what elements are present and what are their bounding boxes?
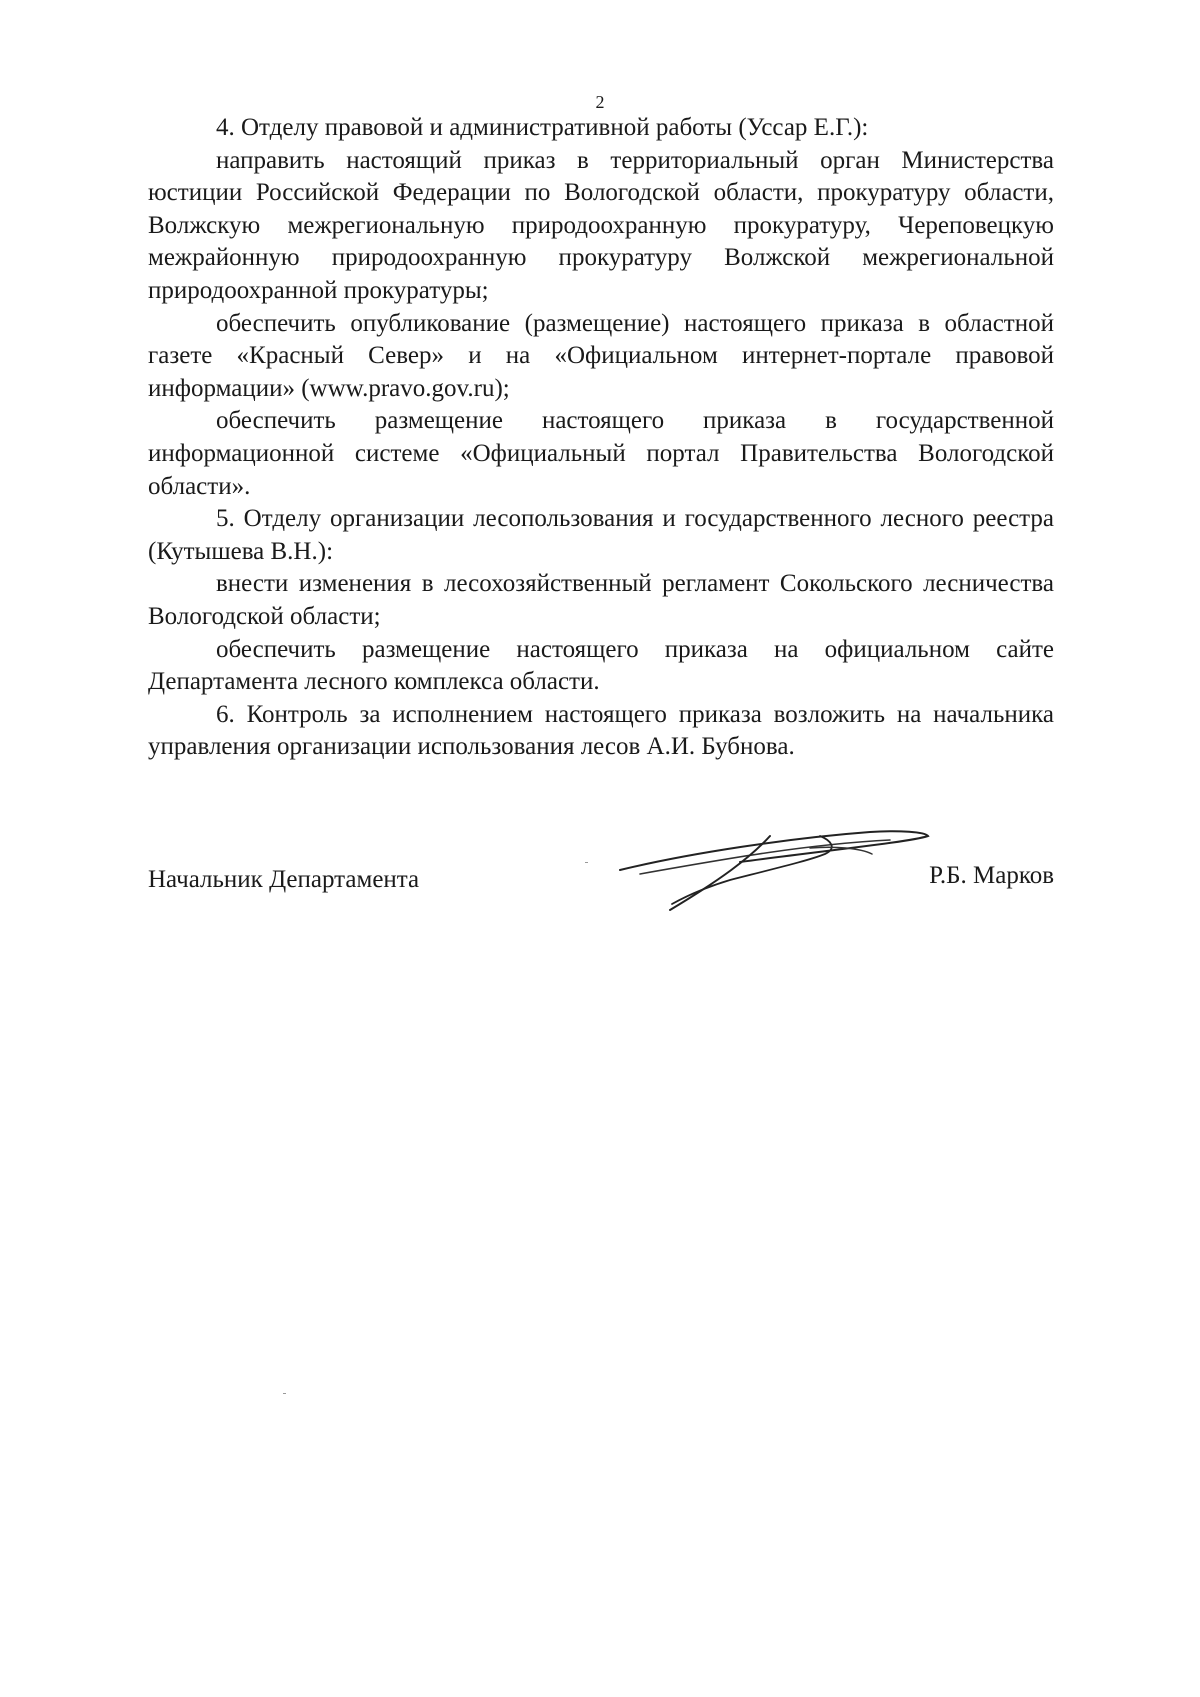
paragraph-item-5: 5. Отделу организации лесопользования и государственного лесного реестра (Кутышева В.Н.): [148,505,1054,565]
paragraph-item-4: 4. Отделу правовой и административной работы (Уссар Е.Г.): [216,114,869,141]
paragraph-publish-order: обеспечить опубликование (размещение) настоящего приказа в областной газете «Красный Север» и на «Официальном интернет-портале правовой информации» (www.pravo.gov.ru); [148,309,1054,402]
paragraph-portal-order: обеспечить размещение настоящего приказа в государственной информационной системе «Официальный портал Правительства Вологодской области». [148,407,1054,500]
signatory-name: Р.Б. Марков [929,862,1054,889]
paragraph-send-order: направить настоящий приказ в территориальный орган Министерства юстиции Российской Федерации по Вологодской области, прокуратуру области, Волжскую межрегиональную природоохранную прокуратуру, Череповецкую межрайонную природоохранную прокуратуру Волжской межрегиональной природоохранной прокуратуры; [148,146,1054,304]
scan-speck [283,1393,286,1394]
document-body [148,112,1054,764]
signatory-title: Начальник Департамента [148,866,420,893]
paragraph-item-6: 6. Контроль за исполнением настоящего приказа возложить на начальника управления организации использования лесов А.И. Бубнова. [148,700,1054,761]
handwritten-signature [610,818,940,918]
scan-speck [585,862,588,863]
paragraph-amend-regulations: внести изменения в лесохозяйственный регламент Сокольского лесничества Вологодской области; [148,570,1054,630]
paragraph-website-order: обеспечить размещение настоящего приказа на официальном сайте Департамента лесного комплекса области. [148,635,1054,696]
page-number: 2 [595,92,605,112]
